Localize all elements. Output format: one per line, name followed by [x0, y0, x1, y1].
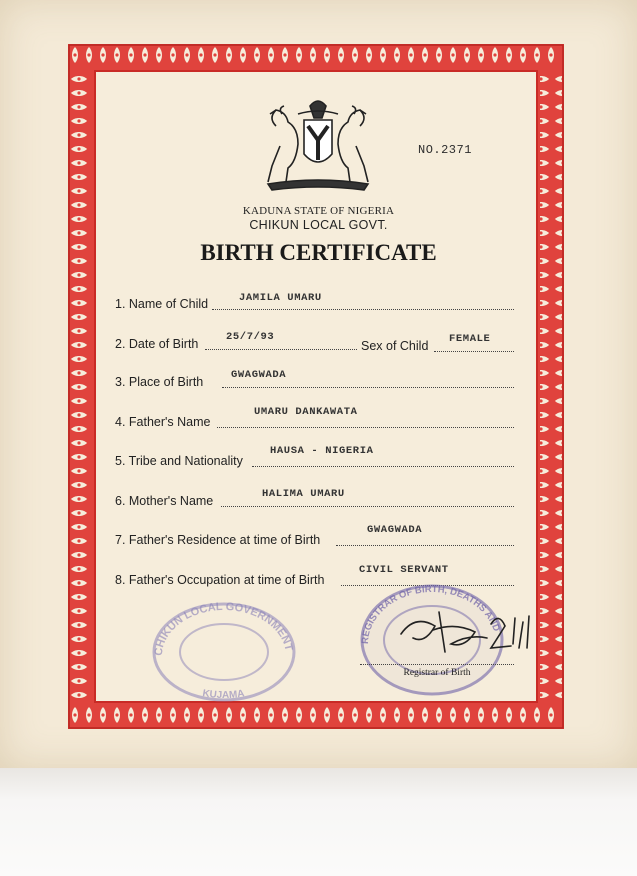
registrar-signature	[395, 604, 545, 656]
scan-background	[0, 768, 637, 876]
certificate-title: BIRTH CERTIFICATE	[200, 240, 437, 265]
dotted-line	[336, 545, 514, 546]
value-date-of-birth: 25/7/93	[226, 331, 275, 343]
field-label-date-of-birth: 2. Date of Birth	[115, 337, 199, 351]
coat-of-arms-icon	[258, 96, 378, 200]
dotted-line	[434, 351, 514, 352]
dotted-line	[217, 427, 514, 428]
field-label-mothers-name: 6. Mother's Name	[115, 494, 214, 508]
registrar-signature-line	[360, 664, 514, 665]
value-mothers-name: HALIMA UMARU	[262, 488, 345, 500]
value-fathers-occupation: CIVIL SERVANT	[359, 564, 449, 576]
state-name: KADUNA STATE OF NIGERIA	[242, 205, 395, 217]
dotted-line	[205, 349, 357, 350]
registrar-label: Registrar of Birth	[403, 668, 471, 678]
field-label-sex-of-child: Sex of Child	[361, 339, 429, 353]
field-label-fathers-residence: 7. Father's Residence at time of Birth	[115, 533, 321, 547]
value-tribe-and-nationality: HAUSA - NIGERIA	[270, 445, 374, 457]
official-stamp-icon	[148, 596, 300, 704]
serial-number: NO.2371	[418, 143, 472, 157]
svg-text:CHIKUN LOCAL GOVERNMENT	[153, 601, 295, 656]
local-government-name: CHIKUN LOCAL GOVT.	[249, 218, 388, 232]
value-sex-of-child: FEMALE	[449, 333, 491, 345]
value-place-of-birth: GWAGWADA	[231, 369, 287, 381]
field-label-fathers-occupation: 8. Father's Occupation at time of Birth	[115, 573, 325, 587]
field-label-place-of-birth: 3. Place of Birth	[115, 375, 204, 389]
stamp-left-text: CHIKUN LOCAL GOVERNMENT	[152, 600, 295, 657]
dotted-line	[222, 387, 514, 388]
field-label-fathers-name: 4. Father's Name	[115, 415, 211, 429]
stamp-right-text: REGISTRAR OF BIRTH, DEATHS AND	[359, 583, 502, 645]
value-name-of-child: JAMILA UMARU	[239, 292, 322, 304]
dotted-line	[221, 506, 514, 507]
svg-text:KUJAMA	[202, 688, 246, 701]
dotted-line	[252, 466, 514, 467]
value-fathers-residence: GWAGWADA	[367, 524, 423, 536]
dotted-line	[212, 309, 514, 310]
stamp-left-bottom: KUJAMA	[201, 687, 246, 702]
value-fathers-name: UMARU DANKAWATA	[254, 406, 358, 418]
field-label-name-of-child: 1. Name of Child	[115, 297, 209, 311]
field-label-tribe-and-nationality: 5. Tribe and Nationality	[115, 454, 243, 468]
